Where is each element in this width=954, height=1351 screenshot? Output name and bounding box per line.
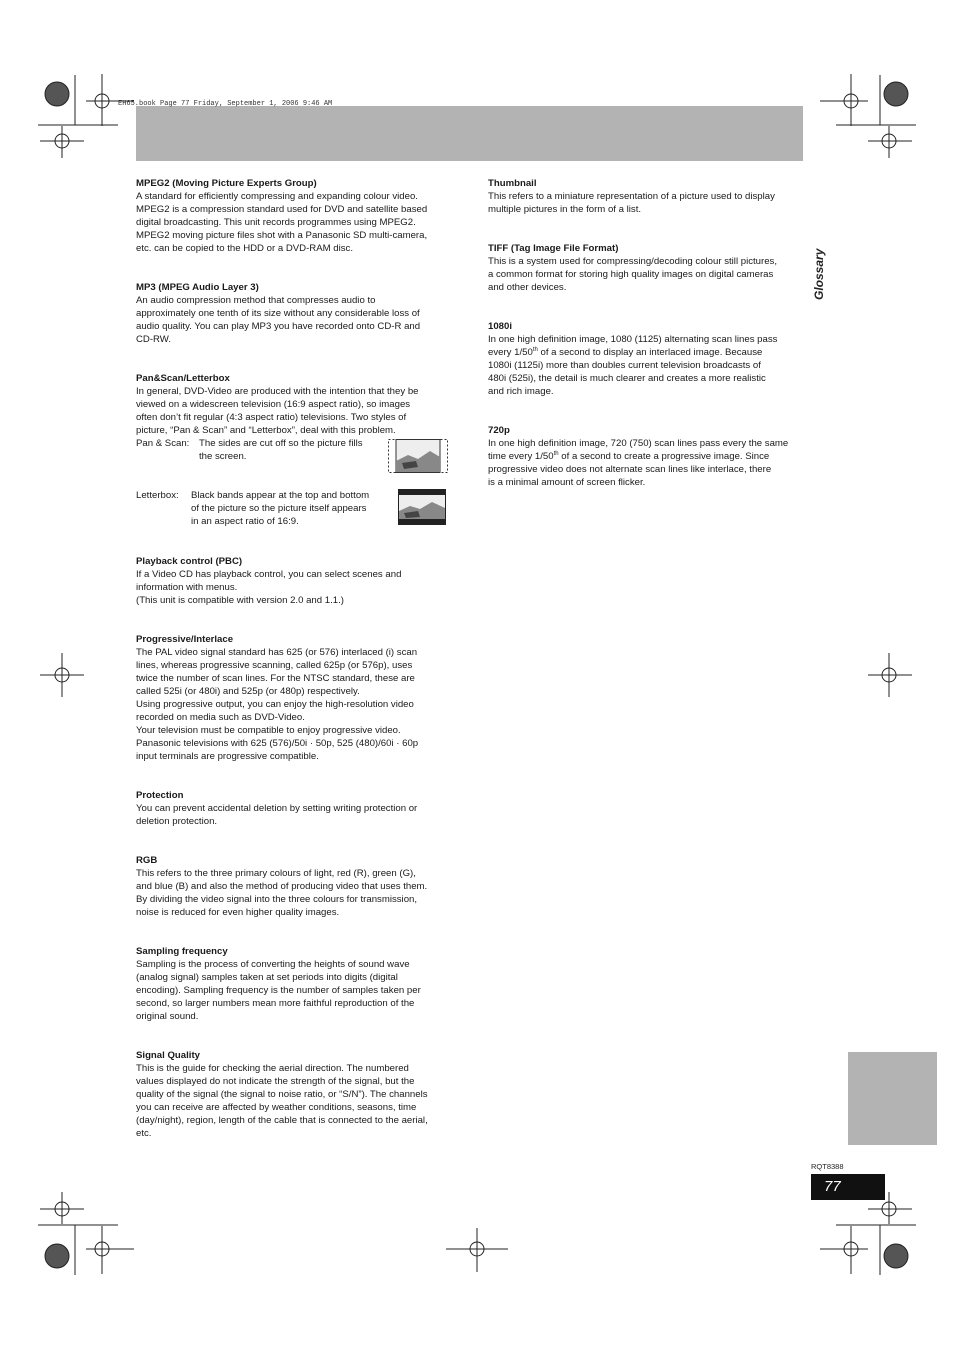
entry-body <box>488 333 804 398</box>
body-superscript: th <box>532 346 538 353</box>
page-number-box <box>811 1174 885 1200</box>
pan-scan-label: Pan & Scan: <box>136 438 190 449</box>
body-text: of a second to create a progressive image. Since progressive video does not alternate scan lines like interlace, there is a minimal amount of screen flicker. <box>488 451 772 488</box>
entry-body: A standard for efficiently compressing and expanding colour video. MPEG2 is a compression standard used for DVD and satellite based digital broadcasting. This unit records programmes using MPEG2. MPEG2 moving picture files shot with a Panasonic SD multi-camera, etc. can be copied to the HDD or a DVD-RAM disc. <box>136 191 428 254</box>
entry-body: In general, DVD-Video are produced with the intention that they be viewed on a widescreen television (16:9 aspect ratio), so images often don’t fit regular (4:3 aspect ratio) televisions. Two styles of picture, “Pan & Scan” and “Letterbox”, deal with this problem. <box>136 386 419 436</box>
doc-code: RQT8388 <box>811 1162 844 1171</box>
body-text: of a second to display an interlaced image. Because 1080i (1125i) more than doubles current television broadcasts of 480i (525i), the detail is much clearer and creates a more realistic and rich image. <box>488 347 766 397</box>
entry-thumbnail <box>488 177 804 216</box>
pan-scan-row <box>136 437 452 477</box>
entry-protection <box>136 789 452 828</box>
letterbox-illustration <box>398 489 446 525</box>
entry-title: Playback control (PBC) <box>136 556 243 567</box>
page-number: 77 <box>824 1178 841 1195</box>
entry-title: MPEG2 (Moving Picture Experts Group) <box>136 178 317 189</box>
section-title: Glossary <box>812 248 826 300</box>
entry-title: 1080i <box>488 321 513 332</box>
letterbox-row <box>136 489 452 529</box>
entry-720p <box>488 424 804 489</box>
entry-body: An audio compression method that compresses audio to approximately one tenth of its size without any considerable loss of audio quality. You can play MP3 you have recorded onto CD-R and CD-RW. <box>136 295 421 345</box>
body-superscript: th <box>553 450 559 457</box>
entry-mpeg2 <box>136 177 452 255</box>
body-text: In one high definition image, 720 (750) scan lines pass every the same time every 1/50 <box>488 438 789 462</box>
entry-signal-quality <box>136 1049 452 1140</box>
entry-1080i <box>488 320 804 398</box>
letterbox-text: Black bands appear at the top and bottom of the picture so the picture itself appears in an aspect ratio of 16:9. <box>191 490 370 527</box>
entry-title: Pan&Scan/Letterbox <box>136 373 230 384</box>
entry-body: You can prevent accidental deletion by setting writing protection or deletion protection. <box>136 803 418 827</box>
pan-scan-illustration <box>388 439 448 473</box>
entry-title: Thumbnail <box>488 178 537 189</box>
entry-progressive-interlace <box>136 633 452 763</box>
entry-title: RGB <box>136 855 158 866</box>
entry-sampling-frequency <box>136 945 452 1023</box>
entry-title: Sampling frequency <box>136 946 228 957</box>
entry-title: Signal Quality <box>136 1050 200 1061</box>
body-text: In one high definition image, 1080 (1125) alternating scan lines pass every 1/50 <box>488 334 778 358</box>
entry-body: If a Video CD has playback control, you can select scenes and information with menus. (This unit is compatible with version 2.0 and 1.1.) <box>136 569 402 606</box>
entry-pbc <box>136 555 452 607</box>
entry-body: This refers to the three primary colours of light, red (R), green (G), and blue (B) and also the method of producing video that uses them. By dividing the video signal into the three colours for transmission, noise is reduced for even higher quality images. <box>136 868 428 918</box>
entry-title: TIFF (Tag Image File Format) <box>488 243 619 254</box>
entry-mp3 <box>136 281 452 346</box>
entry-body: This refers to a miniature representation of a picture used to display multiple pictures in the form of a list. <box>488 191 775 215</box>
entry-body: The PAL video signal standard has 625 (or 576) interlaced (i) scan lines, whereas progressive scanning, called 625p (or 576p), uses twice the number of scan lines. For the NTSC standard, these are called 525i (or 480i) and 525p (or 480p) respectively. Using progressive output, you can enjoy the high-resolution video recorded on media such as DVD-Video. Your television must be compatible to enjoy progressive video. Panasonic televisions with 625 (576)/50i · 50p, 525 (480)/60i · 60p input terminals are progressive compatible. <box>136 647 419 762</box>
entry-body: This is the guide for checking the aerial direction. The numbered values displayed do not indicate the strength of the signal, but the quality of the signal (the signal to noise ratio, or “S/N”). The channels you can receive are affected by weather conditions, seasons, time (day/night), region, length of the cable that is connected to the aerial, etc. <box>136 1063 428 1139</box>
side-tab <box>848 1052 937 1145</box>
entry-pan-scan-letterbox <box>136 372 452 529</box>
entry-rgb <box>136 854 452 919</box>
entry-body: Sampling is the process of converting the heights of sound wave (analog signal) samples taken at set periods into digits (digital encoding). Sampling frequency is the number of samples taken per second, so larger numbers mean more faithful reproduction of the original sound. <box>136 959 421 1022</box>
entry-title: 720p <box>488 425 510 436</box>
entry-title: Protection <box>136 790 184 801</box>
right-column <box>488 177 804 489</box>
entry-body <box>488 437 804 489</box>
entry-body: This is a system used for compressing/decoding colour still pictures, a common format for storing high quality images on digital cameras and other devices. <box>488 256 777 293</box>
left-column <box>136 177 452 1140</box>
entry-title: MP3 (MPEG Audio Layer 3) <box>136 282 259 293</box>
pan-scan-text: The sides are cut off so the picture fills the screen. <box>199 438 363 462</box>
letterbox-label: Letterbox: <box>136 490 179 501</box>
header-band <box>136 106 803 161</box>
file-info: EH65.book Page 77 Friday, September 1, 2006 9:46 AM <box>118 100 333 108</box>
entry-title: Progressive/Interlace <box>136 634 234 645</box>
entry-tiff <box>488 242 804 294</box>
